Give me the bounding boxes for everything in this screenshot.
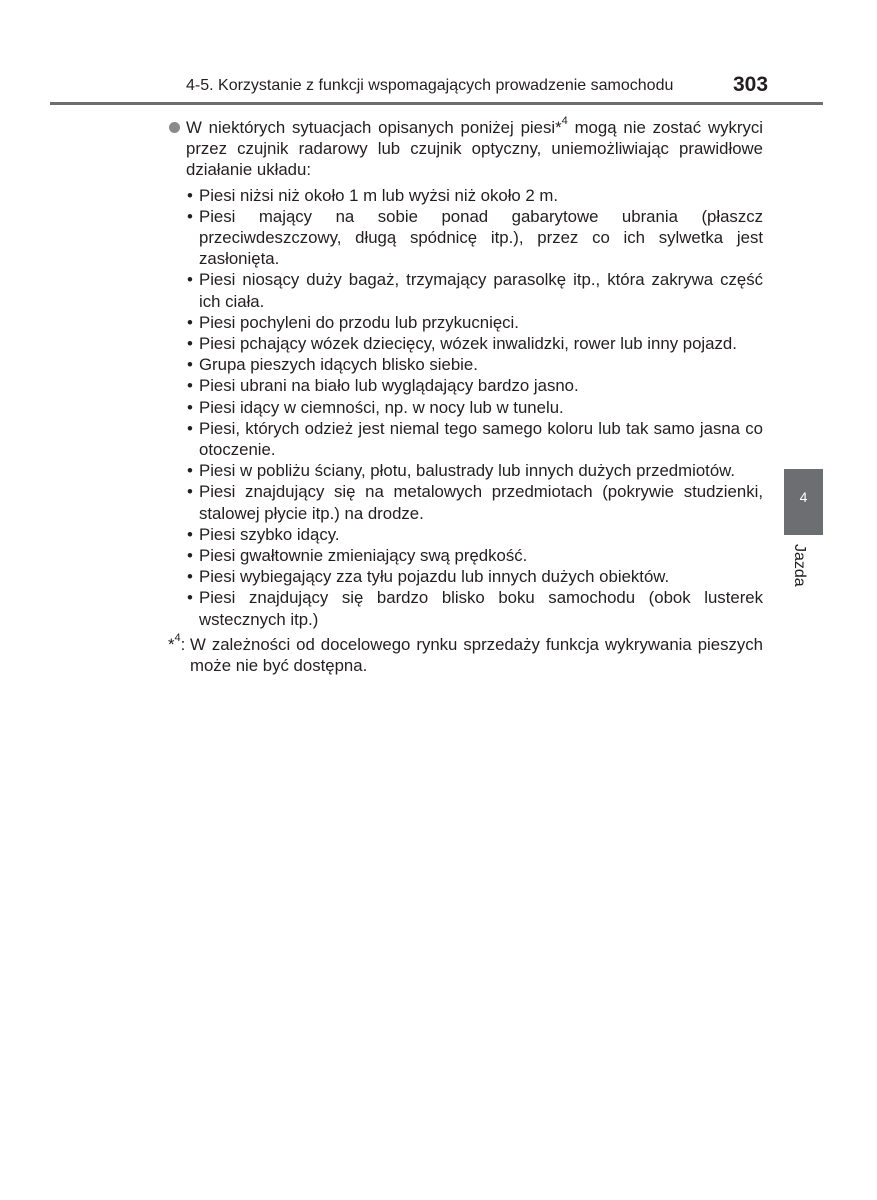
section-title: 4-5. Korzystanie z funkcji wspomagających prowadzenie samochodu	[186, 77, 674, 94]
footnote-colon: :	[180, 634, 186, 654]
list-item: • Piesi wybiegający zza tyłu pojazdu lub innych dużych obiektów.	[187, 566, 763, 587]
chapter-tab	[784, 469, 823, 535]
footnote-text: W zależności od docelowego rynku sprzedaży funkcja wykrywania pieszych może nie być dostępna.	[190, 634, 763, 676]
list-item: • Piesi gwałtownie zmieniający swą prędkość.	[187, 545, 763, 566]
conditions-list	[168, 185, 763, 630]
list-item: • Piesi pochyleni do przodu lub przykucnięci.	[187, 312, 763, 333]
circle-bullet-icon	[169, 122, 180, 133]
main-content	[168, 117, 763, 676]
list-item: • Piesi niosący duży bagaż, trzymający parasolkę itp., która zakrywa część ich ciała.	[187, 269, 763, 311]
list-item: • Piesi ubrani na biało lub wyglądający bardzo jasno.	[187, 375, 763, 396]
intro-text-start: W niektórych sytuacjach opisanych poniżej piesi*	[186, 118, 562, 137]
page-number: 303	[733, 73, 769, 96]
list-item: • Piesi znajdujący się bardzo blisko boku samochodu (obok lusterek wstecznych itp.)	[187, 587, 763, 629]
footnote	[168, 634, 763, 676]
list-item: • Piesi szybko idący.	[187, 524, 763, 545]
list-item: • Piesi znajdujący się na metalowych przedmiotach (pokrywie studzienki, stalowej płycie itp.) na drodze.	[187, 481, 763, 523]
list-item: • Grupa pieszych idących blisko siebie.	[187, 354, 763, 375]
chapter-label: Jazda	[791, 544, 808, 587]
list-item: • Piesi pchający wózek dziecięcy, wózek inwalidzki, rower lub inny pojazd.	[187, 333, 763, 354]
list-item: • Piesi niżsi niż około 1 m lub wyżsi niż około 2 m.	[187, 185, 763, 206]
list-item: • Piesi idący w ciemności, np. w nocy lub w tunelu.	[187, 397, 763, 418]
list-item: • Piesi w pobliżu ściany, płotu, balustrady lub innych dużych przedmiotów.	[187, 460, 763, 481]
intro-paragraph	[168, 117, 763, 181]
footnote-number: 4	[174, 632, 181, 645]
intro-footnote-ref: 4	[561, 115, 568, 128]
intro-text-end: mogą nie zostać wykryci przez czujnik radarowy lub czujnik optyczny, uniemożliwiając prawidłowe działanie układu:	[186, 118, 763, 180]
footnote-marker	[168, 634, 185, 655]
chapter-number: 4	[799, 489, 808, 505]
list-item: • Piesi mający na sobie ponad gabarytowe ubrania (płaszcz przeciwdeszczowy, długą spódnicę itp.), przez co ich sylwetka jest zasłonięta.	[187, 206, 763, 270]
list-item: • Piesi, których odzież jest niemal tego samego koloru lub tak samo jasna co otoczenie.	[187, 418, 763, 460]
footnote-star: *	[168, 634, 175, 654]
header-divider	[50, 102, 823, 105]
